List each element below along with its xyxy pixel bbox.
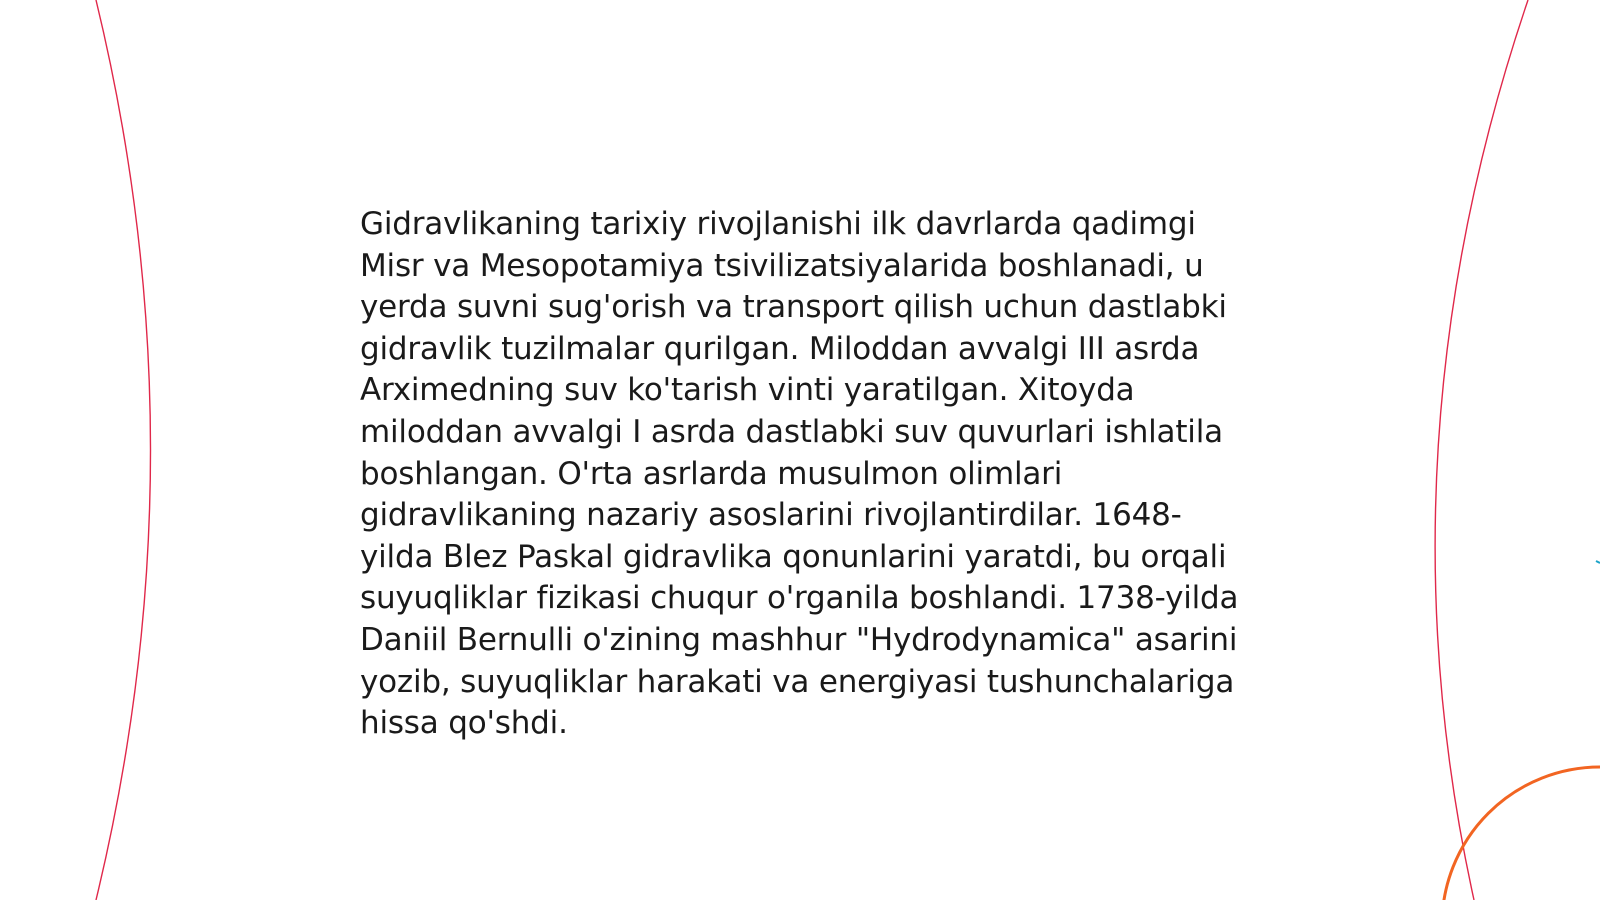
orange-circle-arc xyxy=(1442,767,1600,900)
teal-accent-mark xyxy=(1596,561,1600,563)
body-paragraph: Gidravlikaning tarixiy rivojlanishi ilk davrlarda qadimgi Misr va Mesopotamiya tsivilizatsiyalarida boshlanadi, u yerda suvni sug'orish va transport qilish uchun dastlabki gidravlik tuzilmalar qurilgan. Miloddan avvalgi III asrda Arximedning suv ko'tarish vinti yaratilgan. Xitoyda miloddan avvalgi I asrda dastlabki suv quvurlari ishlatila boshlangan. O'rta asrlarda musulmon olimlari gidravlikaning nazariy asoslarini rivojlantirdilar. 1648-yilda Blez Paskal gidravlika qonunlarini yaratdi, bu orqali suyuqliklar fizikasi chuqur o'rganila boshlandi. 1738-yilda Daniil Bernulli o'zining mashhur "Hydrodynamica" asarini yozib, suyuqliklar harakati va energiyasi tushunchalariga hissa qo'shdi. xyxy=(360,206,1239,742)
left-red-arc xyxy=(96,0,151,900)
right-red-arc xyxy=(1435,0,1528,900)
